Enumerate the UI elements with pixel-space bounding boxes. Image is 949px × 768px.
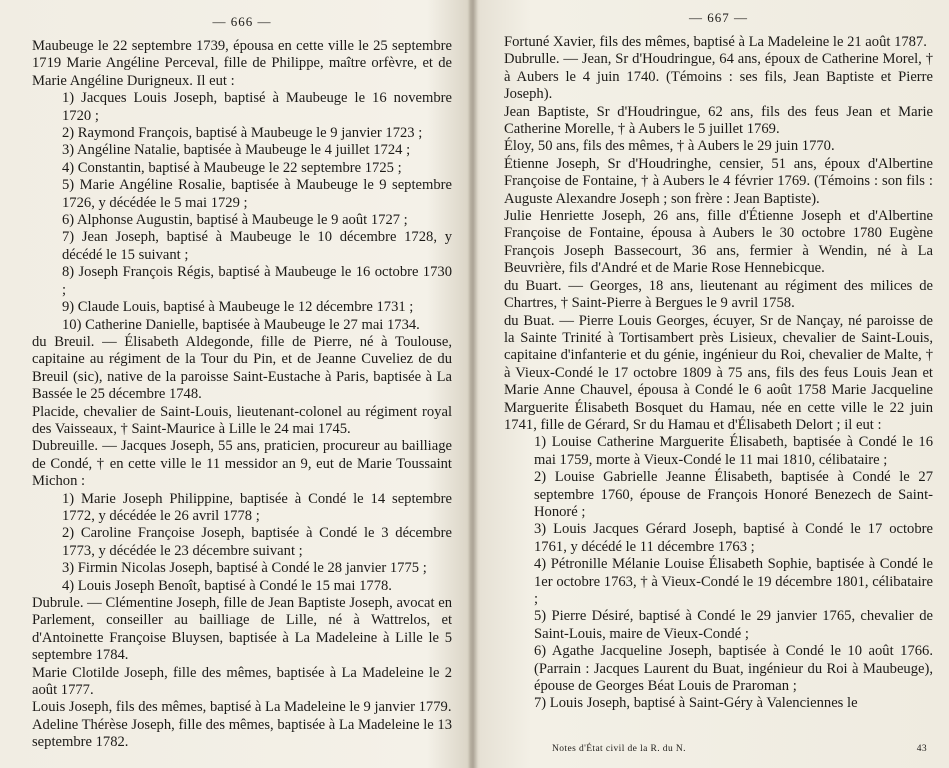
entry-dubrulle: Dubrulle. — Jean, Sr d'Houdringue, 64 ans, époux de Catherine Morel, † à Aubers le 4 juin 1740. (Témoins : ses fils, Jean Baptiste et Pierre Joseph).: [504, 51, 933, 103]
right-page-number: — 667 —: [689, 10, 748, 25]
paragraph: Adeline Thérèse Joseph, fille des mêmes, baptisée à La Madeleine le 13 septembre 1782.: [32, 716, 452, 751]
entry-du-buart: du Buart. — Georges, 18 ans, lieutenant au régiment des milices de Chartres, † Saint-Pierre à Bergues le 9 avril 1758.: [504, 277, 933, 312]
paragraph: Éloy, 50 ans, fils des mêmes, † à Aubers le 29 juin 1770.: [504, 138, 835, 155]
list-item: 10) Catherine Danielle, baptisée à Maubeuge le 27 mai 1734.: [62, 316, 420, 333]
paragraph: Maubeuge le 22 septembre 1739, épousa en cette ville le 25 septembre 1719 Marie Angéline Perceval, fille de Philippe, maître orfèvre, et de Marie Angéline Durigneux. Il eut :: [32, 38, 452, 89]
entry-du-buat: du Buat. — Pierre Louis Georges, écuyer, Sr de Nançay, né paroisse de la Sainte Trinité à Tortisambert près Lisieux, chevalier de Saint-Louis, capitaine d'infanterie et du génie, ingénieur du Roi, chevalier de Malte, † à Vieux-Condé le 17 octobre 1809 à 75 ans, fils des feus Louis Jean et Marie Anne Chauvel, épousa à Condé le 6 août 1758 Marie Jacqueline Marguerite Élisabeth Bosquet du Hamau, née en cette ville le 22 juin 1741, fille de Gérard, Sr du Hamau et d'Élisabeth Delort ; il eut :: [504, 312, 933, 433]
list-item: 4) Louis Joseph Benoît, baptisé à Condé le 15 mai 1778.: [62, 577, 392, 594]
paragraph: Marie Clotilde Joseph, fille des mêmes, baptisée à La Madeleine le 2 août 1777.: [32, 664, 452, 699]
paragraph: Étienne Joseph, Sr d'Houdringhe, censier, 51 ans, époux d'Albertine Françoise de Fontaine, † à Aubers le 4 février 1769. (Témoins : son fils : Auguste Alexandre Joseph ; son frère : Jean Baptiste).: [504, 155, 933, 207]
signature-mark: 43: [916, 744, 927, 754]
list-item: 2) Raymond François, baptisé à Maubeuge le 9 janvier 1723 ;: [62, 125, 423, 142]
list-item: 1) Jacques Louis Joseph, baptisé à Maubeuge le 16 novembre 1720 ;: [62, 90, 452, 124]
entry-dubreuille: Dubreuille. — Jacques Joseph, 55 ans, praticien, procureur au bailliage de Condé, † en cette ville le 11 messidor an 9, eut de Marie Toussaint Michon :: [32, 438, 452, 490]
right-page: [476, 0, 949, 768]
list-item: 3) Angéline Natalie, baptisée à Maubeuge le 4 juillet 1724 ;: [62, 142, 411, 159]
list-item: 4) Constantin, baptisé à Maubeuge le 22 septembre 1725 ;: [62, 159, 402, 176]
list-item: 1) Louise Catherine Marguerite Élisabeth, baptisée à Condé le 16 mai 1759, morte à Vieux-Condé le 11 mai 1810, célibataire ;: [534, 434, 933, 468]
paragraph: Jean Baptiste, Sr d'Houdringue, 62 ans, fils des feus Jean et Marie Catherine Morelle, † à Aubers le 5 juillet 1769.: [504, 103, 933, 138]
entry-dubrule: Dubrule. — Clémentine Joseph, fille de Jean Baptiste Joseph, avocat en Parlement, conseiller au bailliage de Lille, né à Wattrelos, et d'Antoinette Françoise Bluysen, baptisée à La Madeleine à Lille le 5 septembre 1784.: [32, 595, 452, 664]
list-item: 6) Agathe Jacqueline Joseph, baptisée à Condé le 10 août 1766. (Parrain : Jacques Laurent du Buat, ingénieur du Roi à Maubeuge), épouse de Georges Béat Louis de Praroman ;: [534, 643, 933, 695]
list-item: 5) Pierre Désiré, baptisé à Condé le 29 janvier 1765, chevalier de Saint-Louis, maire de Vieux-Condé ;: [534, 608, 933, 642]
left-page-number: — 666 —: [212, 14, 272, 29]
list-item: 3) Firmin Nicolas Joseph, baptisé à Condé le 28 janvier 1775 ;: [62, 560, 427, 577]
list-item: 2) Louise Gabrielle Jeanne Élisabeth, baptisée à Condé le 27 septembre 1760, épouse de François Honoré Benezech de Saint-Honoré ;: [534, 469, 933, 520]
list-item: 8) Joseph François Régis, baptisé à Maubeuge le 16 octobre 1730 ;: [62, 264, 452, 298]
paragraph: Placide, chevalier de Saint-Louis, lieutenant-colonel au régiment royal des Vaisseaux, † Saint-Maurice à Lille le 24 mai 1745.: [32, 403, 452, 437]
right-page-text: [504, 34, 933, 713]
left-page-text: [32, 38, 452, 752]
paragraph: Louis Joseph, fils des mêmes, baptisé à La Madeleine le 9 janvier 1779.: [32, 699, 452, 716]
footer-title: Notes d'État civil de la R. du N.: [552, 744, 686, 754]
list-item: 3) Louis Jacques Gérard Joseph, baptisé à Condé le 17 octobre 1761, y décédé le 11 décembre 1763 ;: [534, 521, 933, 555]
list-item: 5) Marie Angéline Rosalie, baptisée à Maubeuge le 9 septembre 1726, y décédée le 5 mai 1729 ;: [62, 177, 452, 211]
list-item: 7) Louis Joseph, baptisé à Saint-Géry à Valenciennes le: [534, 695, 858, 712]
entry-du-breuil: du Breuil. — Élisabeth Aldegonde, fille de Pierre, né à Toulouse, capitaine au régiment de la Tour du Pin, et de Jeanne Cuveliez de du Breuil (sic), native de la paroisse Saint-Eustache à Paris, baptisée à La Bassée le 25 décembre 1748.: [32, 333, 452, 403]
list-item: 2) Caroline Françoise Joseph, baptisée à Condé le 3 décembre 1773, y décédée le 23 décembre suivant ;: [62, 525, 452, 559]
list-item: 4) Pétronille Mélanie Louise Élisabeth Sophie, baptisée à Condé le 1er octobre 1763, † à Vieux-Condé le 19 décembre 1801, célibataire ;: [534, 556, 933, 607]
paragraph: Fortuné Xavier, fils des mêmes, baptisé à La Madeleine le 21 août 1787.: [504, 34, 927, 50]
left-page: [0, 0, 470, 768]
list-item: 7) Jean Joseph, baptisé à Maubeuge le 10 décembre 1728, y décédé le 15 suivant ;: [62, 229, 452, 263]
page-footer: [552, 744, 927, 754]
list-item: 6) Alphonse Augustin, baptisé à Maubeuge le 9 août 1727 ;: [62, 212, 408, 229]
paragraph: Julie Henriette Joseph, 26 ans, fille d'Étienne Joseph et d'Albertine Françoise de Fontaine, épousa à Aubers le 30 octobre 1780 Eugène François Joseph Bassecourt, 36 ans, fermier à Wendin, né à La Beuvrière, fils d'André et de Marie Rose Hennebicque.: [504, 208, 933, 277]
list-item: 9) Claude Louis, baptisé à Maubeuge le 12 décembre 1731 ;: [62, 299, 414, 316]
list-item: 1) Marie Joseph Philippine, baptisée à Condé le 14 septembre 1772, y décédée le 26 avril 1778 ;: [62, 490, 452, 524]
